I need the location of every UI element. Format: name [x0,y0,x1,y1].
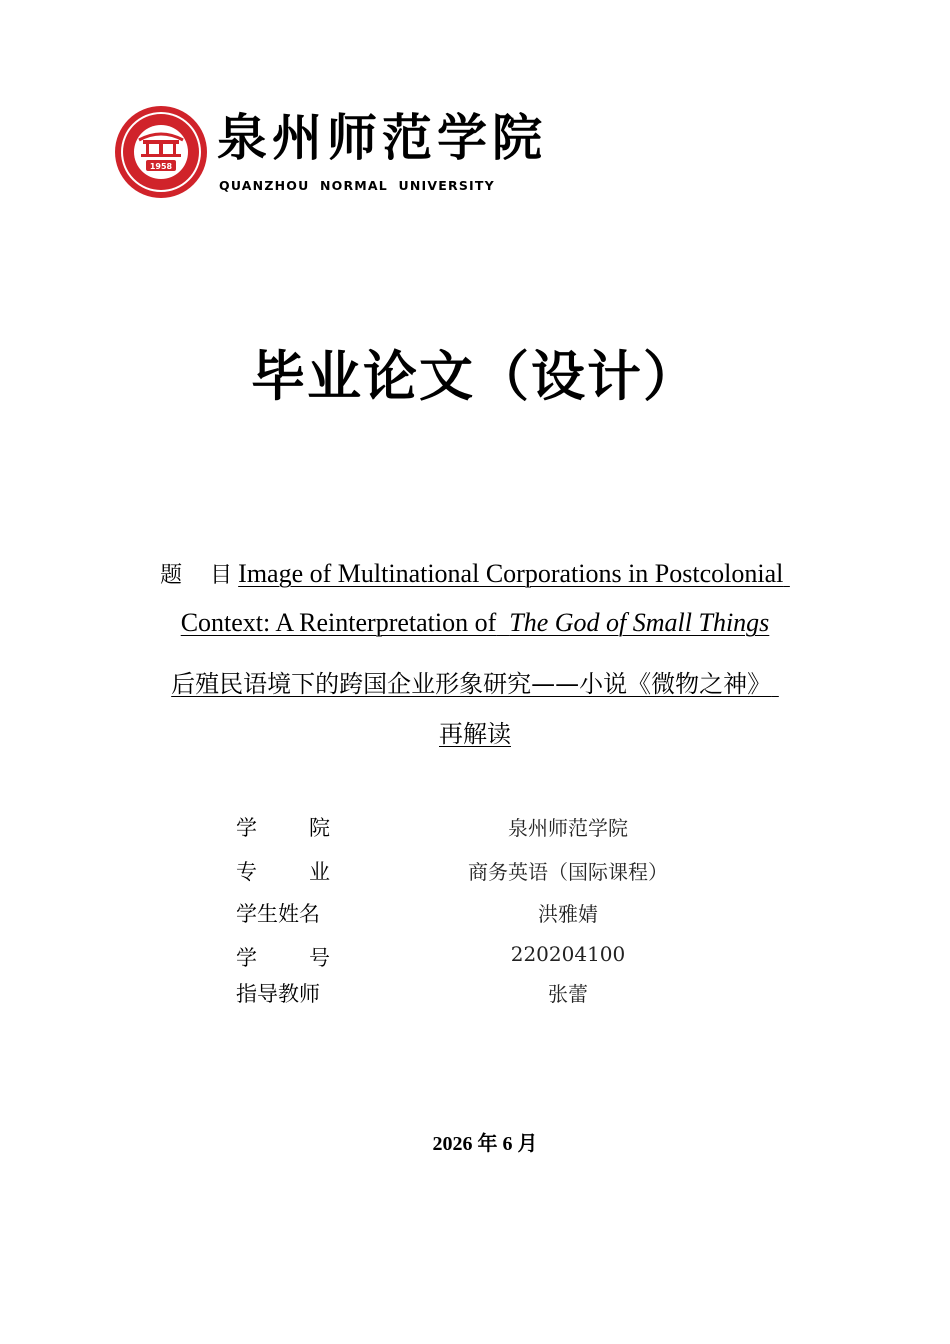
info-value-college: 泉州师范学院 [508,816,628,840]
info-label-student-name: 学生姓名 [236,902,320,926]
university-name-cn: 泉州师范学院 [217,108,547,167]
title-cn-line1 [0,664,950,699]
title-cn-line2 [0,714,950,749]
svg-text:1958: 1958 [149,162,173,171]
title-en-line2 [0,608,950,638]
university-name-en: QUANZHOU NORMAL UNIVERSITY [219,178,495,193]
title-cn-text-1: 后殖民语境下的跨国企业形象研究——小说《微物之神》 [171,670,772,698]
novel-title-en: The God of Small Things [509,608,770,637]
info-label-college: 学 院 [236,816,330,840]
info-value-student-name: 洪雅婧 [538,902,598,926]
info-row-major [236,856,756,888]
info-row-advisor [236,978,756,1010]
info-label-major: 专 业 [236,860,330,884]
info-label-advisor: 指导教师 [236,982,320,1006]
title-en-line1 [0,558,950,589]
info-label-student-id: 学 号 [236,946,330,970]
university-logo [113,104,547,200]
topic-label: 题 目 [160,563,233,588]
info-value-advisor: 张蕾 [548,982,588,1006]
title-cn-text-2: 再解读 [439,720,511,748]
info-value-student-id: 220204100 [510,942,626,966]
submission-date: 2026 年 6 月 [432,1133,538,1155]
info-row-college [236,812,756,844]
info-value-major: 商务英语（国际课程） [468,860,668,884]
university-seal-icon [113,104,209,200]
title-en-text-1: Image of Multinational Corporations in Postcolonial [238,559,784,588]
page-title: 毕业论文（设计） [251,345,699,408]
info-row-student-id [236,942,756,974]
info-row-student-name [236,898,756,930]
title-en-text-2: Context: A Reinterpretation of [180,608,497,637]
